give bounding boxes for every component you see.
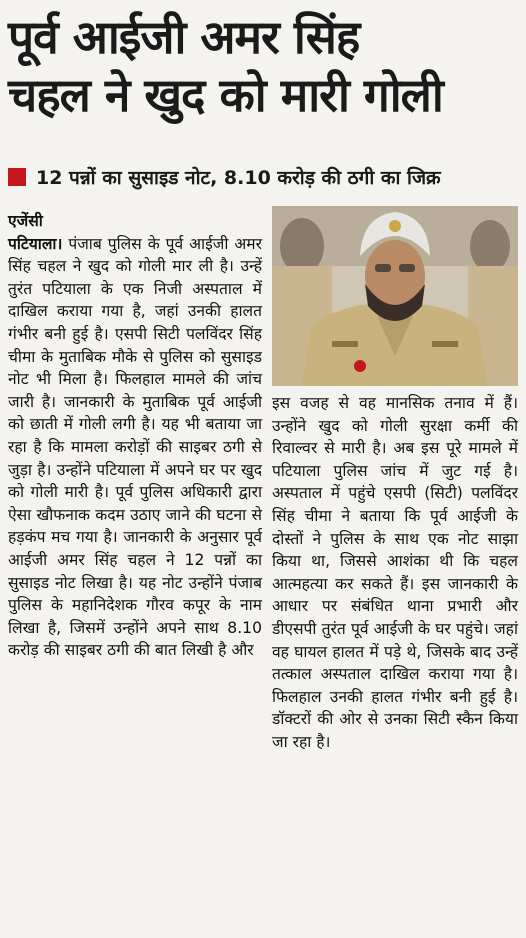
article-body-right: इस वजह से वह मानसिक तनाव में हैं। उन्होंने खुद को गोली सुरक्षा कर्मी की रिवाल्वर से मारी है। अब इस पूरे मामले में पटियाला पुलिस जांच में जुट गई है। अस्पताल में पहुंचे एसपी (सिटी) पलविंदर सिंह चीमा ने बताया कि पूर्व आईजी के दोस्तों ने पुलिस के साथ एक नोट साझा किया था, जिससे आशंका थी कि चहल आत्महत्या कर सकते हैं। इस जानकारी के आधार पर संबंधित थाना प्रभारी और डीएसपी तुरंत पूर्व आईजी के घर पहुंचे। जहां वह घायल हालत में पड़े थे, जिसके बाद उन्हें तत्काल अस्पताल दाखिल कराया गया है। फिलहाल उनकी हालत गंभीर बनी हुई है। डॉक्टरों की ओर से उनका सिटी स्कैन किया जा रहा है। <box>272 394 518 751</box>
dateline: पटियाला। <box>8 234 63 253</box>
news-photo <box>272 206 518 386</box>
headline <box>8 8 518 124</box>
officer-portrait-image <box>272 206 518 386</box>
red-square-bullet-icon <box>8 168 26 186</box>
article-body-left: पंजाब पुलिस के पूर्व आईजी अमर सिंह चहल ने खुद को गोली मार ली है। उन्हें तुरंत पटियाला के एक निजी अस्पताल में दाखिल कराया गया है, जहां उनकी हालत गंभीर बनी हुई है। एसपी सिटी पलविंदर सिंह चीमा के मुताबिक मौके से पुलिस को सुसाइड नोट भी मिला है। फिलहाल मामले की जांच जारी है। जानकारी के मुताबिक पूर्व आईजी को छाती में गोली लगी है। यह भी बताया जा रहा है कि मामला करोड़ों की साइबर ठगी से जुड़ा है। उन्होंने पटियाला में अपने घर पर खुद को गोली मारी है। पूर्व पुलिस अधिकारी द्वारा ऐसा खौफनाक कदम उठाए जाने की घटना से हड़कंप मच गया है। जानकारी के अनुसार पूर्व आईजी अमर सिंह चहल ने 12 पन्नों का सुसाइड नोट लिखा है। यह नोट उन्होंने पंजाब पुलिस के महानिदेशक गौरव कपूर के नाम लिखा है, जिसमें उन्होंने अपने साथ 8.10 करोड़ की साइबर ठगी की बात लिखी है और <box>8 234 262 660</box>
headline-line-1: पूर्व आईजी अमर सिंह <box>8 10 360 64</box>
byline: एजेंसी <box>8 212 43 230</box>
article-column-right <box>272 392 518 754</box>
subheadline-text: 12 पन्नों का सुसाइड नोट, 8.10 करोड़ की ठगी का जिक्र <box>36 167 441 189</box>
subheadline <box>8 160 518 194</box>
headline-line-2: चहल ने खुद को मारी गोली <box>8 68 443 122</box>
article-column-left <box>8 210 262 662</box>
